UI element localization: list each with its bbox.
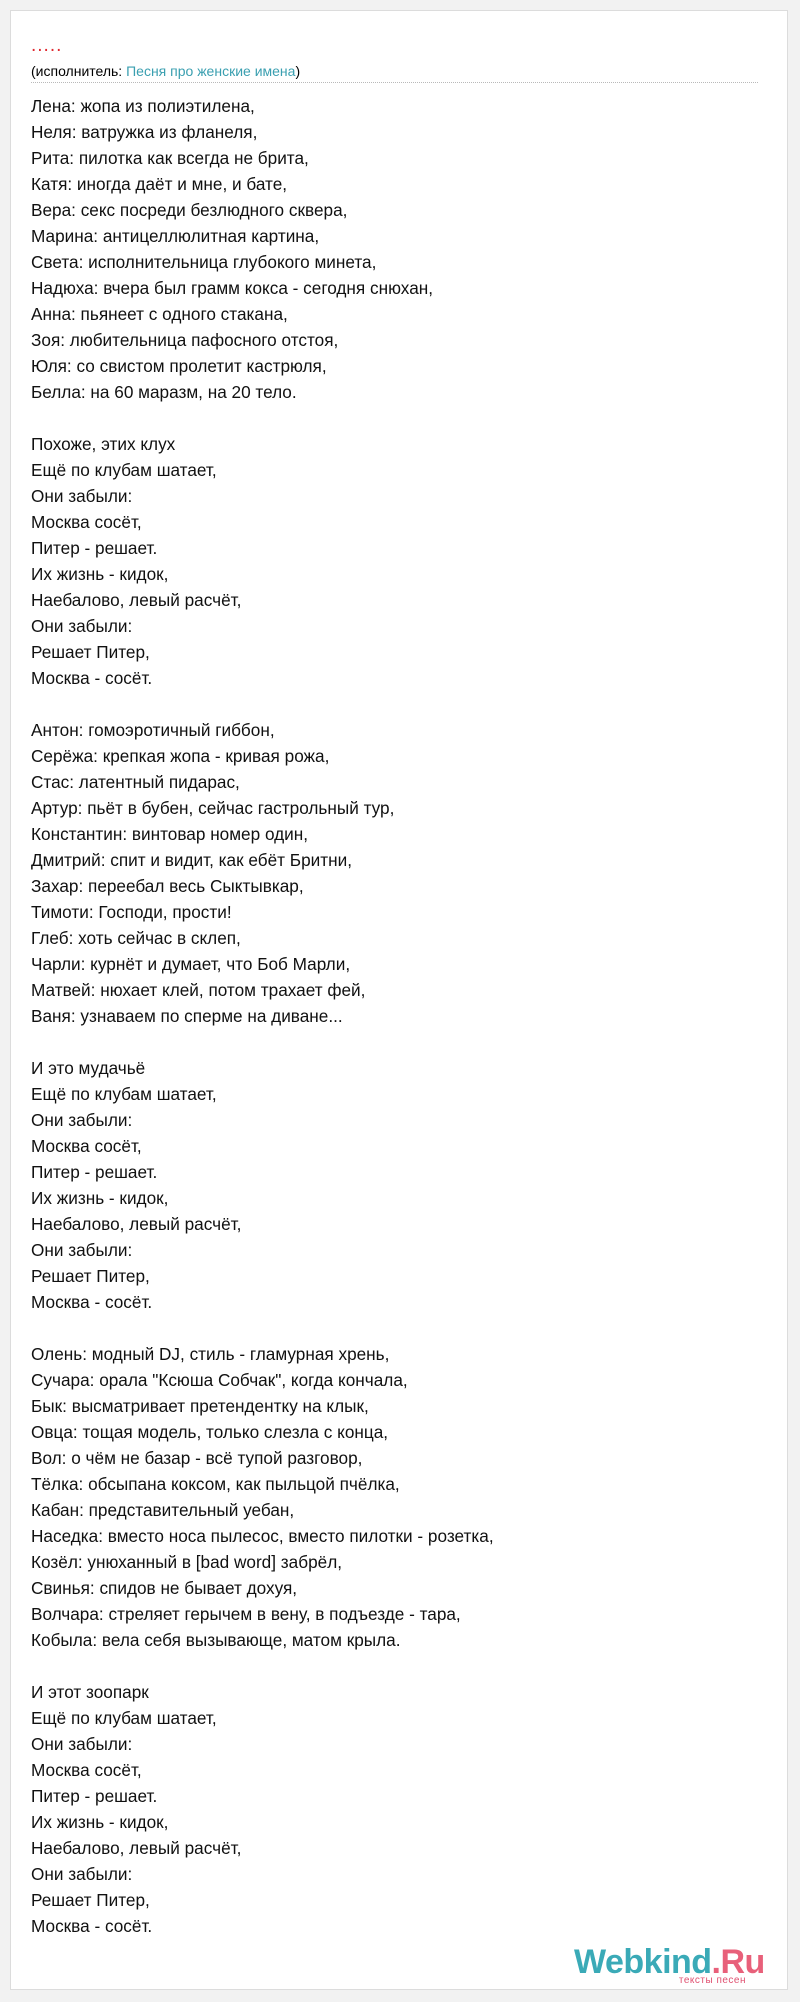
lyric-line: Наебалово, левый расчёт, bbox=[31, 1214, 242, 1234]
artist-line bbox=[31, 62, 300, 80]
lyric-line: Они забыли: bbox=[31, 1110, 133, 1130]
lyric-line: Надюха: вчера был грамм кокса - сегодня снюхан, bbox=[31, 278, 434, 298]
lyric-line: Ещё по клубам шатает, bbox=[31, 1084, 217, 1104]
lyric-line: Рита: пилотка как всегда не брита, bbox=[31, 148, 309, 168]
lyric-line: И это мудачьё bbox=[31, 1058, 146, 1078]
lyric-line: Константин: винтовар номер один, bbox=[31, 824, 309, 844]
lyric-line: Овца: тощая модель, только слезла с конца, bbox=[31, 1422, 389, 1442]
lyric-line: Тёлка: обсыпана коксом, как пыльцой пчёлка, bbox=[31, 1474, 400, 1494]
lyric-line bbox=[31, 691, 494, 717]
lyrics-text bbox=[31, 93, 494, 1939]
lyric-line: Решает Питер, bbox=[31, 1266, 150, 1286]
lyric-line: Ещё по клубам шатает, bbox=[31, 460, 217, 480]
lyric-line: Москва сосёт, bbox=[31, 1760, 142, 1780]
lyric-line: Москва - сосёт. bbox=[31, 1292, 153, 1312]
lyric-line: Анна: пьянеет с одного стакана, bbox=[31, 304, 288, 324]
lyric-line: Питер - решает. bbox=[31, 1786, 158, 1806]
lyric-line: Они забыли: bbox=[31, 1240, 133, 1260]
artist-suffix: ) bbox=[295, 63, 301, 79]
lyric-line: Чарли: курнёт и думает, что Боб Марли, bbox=[31, 954, 351, 974]
lyric-line: Белла: на 60 маразм, на 20 тело. bbox=[31, 382, 297, 402]
lyric-line: Вера: секс посреди безлюдного сквера, bbox=[31, 200, 348, 220]
lyric-line: Похоже, этих клух bbox=[31, 434, 176, 454]
lyric-line: Света: исполнительница глубокого минета, bbox=[31, 252, 377, 272]
lyric-line bbox=[31, 1315, 494, 1341]
lyric-line: Они забыли: bbox=[31, 1734, 133, 1754]
logo-main-text: Webkind bbox=[574, 1943, 712, 1981]
lyric-line: Антон: гомоэротичный гиббон, bbox=[31, 720, 275, 740]
lyric-line: Сучара: орала "Ксюша Собчак", когда кончала, bbox=[31, 1370, 408, 1390]
header-divider bbox=[31, 82, 758, 83]
logo-tagline: тексты песен bbox=[678, 1975, 746, 1986]
lyric-line: Глеб: хоть сейчас в склеп, bbox=[31, 928, 241, 948]
lyric-line bbox=[31, 1653, 494, 1679]
lyric-line bbox=[31, 405, 494, 431]
lyric-line: Волчара: стреляет герычем в вену, в подъезде - тара, bbox=[31, 1604, 461, 1624]
lyric-line: Наебалово, левый расчёт, bbox=[31, 1838, 242, 1858]
lyric-line: Кабан: представительный уебан, bbox=[31, 1500, 295, 1520]
lyric-line: Стас: латентный пидарас, bbox=[31, 772, 240, 792]
song-title: ..... bbox=[31, 35, 63, 56]
logo-wordmark bbox=[574, 1945, 765, 1979]
lyric-line: Москва - сосёт. bbox=[31, 1916, 153, 1936]
lyric-line: Москва - сосёт. bbox=[31, 668, 153, 688]
lyric-line: Ваня: узнаваем по сперме на диване... bbox=[31, 1006, 343, 1026]
lyric-line: Вол: о чём не базар - всё тупой разговор, bbox=[31, 1448, 363, 1468]
lyric-line: Кобыла: вела себя вызывающе, матом крыла. bbox=[31, 1630, 401, 1650]
lyric-line: Они забыли: bbox=[31, 616, 133, 636]
lyric-line: Питер - решает. bbox=[31, 1162, 158, 1182]
lyric-line: Их жизнь - кидок, bbox=[31, 1812, 169, 1832]
lyric-line: Решает Питер, bbox=[31, 642, 150, 662]
lyric-line: Они забыли: bbox=[31, 1864, 133, 1884]
lyric-line: Тимоти: Господи, прости! bbox=[31, 902, 232, 922]
lyric-line: Козёл: унюханный в [bad word] забрёл, bbox=[31, 1552, 342, 1572]
lyric-line: Серёжа: крепкая жопа - кривая рожа, bbox=[31, 746, 330, 766]
lyric-line: Катя: иногда даёт и мне, и бате, bbox=[31, 174, 288, 194]
lyric-line bbox=[31, 1029, 494, 1055]
lyric-line: Неля: ватружка из фланеля, bbox=[31, 122, 258, 142]
lyric-line: Олень: модный DJ, стиль - гламурная хрень, bbox=[31, 1344, 390, 1364]
lyric-line: Наебалово, левый расчёт, bbox=[31, 590, 242, 610]
lyric-line: Марина: антицеллюлитная картина, bbox=[31, 226, 320, 246]
lyric-line: Лена: жопа из полиэтилена, bbox=[31, 96, 255, 116]
artist-link[interactable]: Песня про женские имена bbox=[126, 63, 296, 79]
lyric-line: И этот зоопарк bbox=[31, 1682, 149, 1702]
lyric-line: Решает Питер, bbox=[31, 1890, 150, 1910]
lyric-line: Их жизнь - кидок, bbox=[31, 564, 169, 584]
lyric-line: Захар: переебал весь Сыктывкар, bbox=[31, 876, 304, 896]
lyric-line: Они забыли: bbox=[31, 486, 133, 506]
lyric-line: Юля: со свистом пролетит кастрюля, bbox=[31, 356, 327, 376]
lyric-line: Москва сосёт, bbox=[31, 1136, 142, 1156]
artist-prefix: (исполнитель: bbox=[31, 63, 127, 79]
lyric-line: Свинья: спидов не бывает дохуя, bbox=[31, 1578, 298, 1598]
lyric-line: Москва сосёт, bbox=[31, 512, 142, 532]
lyric-line: Ещё по клубам шатает, bbox=[31, 1708, 217, 1728]
lyric-line: Артур: пьёт в бубен, сейчас гастрольный тур, bbox=[31, 798, 395, 818]
site-logo[interactable] bbox=[574, 1945, 774, 1997]
lyric-line: Дмитрий: спит и видит, как ебёт Бритни, bbox=[31, 850, 352, 870]
lyric-line: Бык: высматривает претендентку на клык, bbox=[31, 1396, 369, 1416]
lyric-line: Питер - решает. bbox=[31, 538, 158, 558]
lyric-line: Зоя: любительница пафосного отстоя, bbox=[31, 330, 339, 350]
lyric-line: Матвей: нюхает клей, потом трахает фей, bbox=[31, 980, 366, 1000]
lyric-line: Их жизнь - кидок, bbox=[31, 1188, 169, 1208]
lyric-line: Наседка: вместо носа пылесос, вместо пилотки - розетка, bbox=[31, 1526, 494, 1546]
logo-suffix-text: .Ru bbox=[711, 1943, 765, 1981]
